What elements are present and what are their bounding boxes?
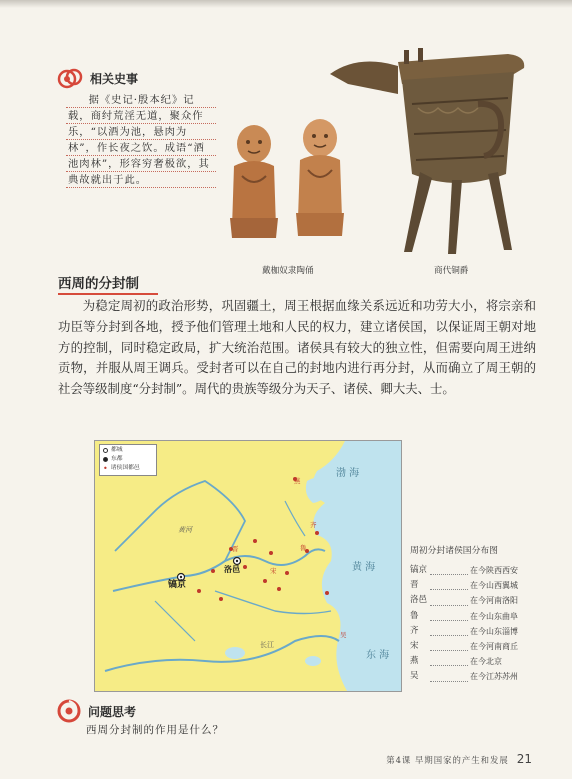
map-label-lu: 鲁: [300, 544, 307, 552]
map-label-qi: 齐: [310, 521, 317, 529]
east-capital-symbol-icon: [103, 457, 108, 462]
swirl-icon: [56, 64, 84, 92]
dotted-rule: [66, 123, 216, 124]
fief-dot-icon: •: [103, 464, 108, 473]
question-heading: [56, 698, 136, 724]
fief-row: 吴 在今江苏苏州: [410, 671, 518, 682]
map-label-huanghai: 黄 海: [352, 562, 376, 573]
dotted-rule: [66, 107, 216, 108]
dotted-rule: [66, 155, 216, 156]
capital-symbol-icon: [103, 448, 108, 453]
fief-row: 齐 在今山东淄博: [410, 625, 518, 636]
fief-row: 晋 在今山西翼城: [410, 580, 518, 591]
dotted-rule: [66, 171, 216, 172]
fief-location-list: [410, 563, 530, 685]
map-label-yan: 燕: [294, 477, 301, 485]
page-number: 21: [516, 752, 532, 766]
jue-caption: 商代铜爵: [434, 266, 469, 276]
dotted-rule: [66, 187, 216, 188]
map-label-haojing: 镐京: [168, 580, 187, 590]
related-history-heading: [56, 64, 138, 92]
figurines-caption: 戴枷奴隶陶俑: [262, 266, 314, 276]
question-text: 西周分封制的作用是什么？: [86, 724, 224, 736]
fief-row: 鲁 在今山东曲阜: [410, 610, 518, 621]
map-title: 周初分封诸侯国分布图: [410, 546, 498, 556]
fief-row: 镐京 在今陕西西安: [410, 565, 518, 575]
map-label-bohai: 渤 海: [336, 468, 360, 479]
question-swirl-icon: [56, 698, 82, 724]
map-label-jin: 晋: [232, 545, 239, 553]
map-label-song: 宋: [270, 567, 277, 575]
map-label-wu: 吴: [340, 631, 347, 639]
dotted-rule: [66, 139, 216, 140]
scan-shadow: [0, 0, 572, 8]
heading-underline: [58, 293, 158, 295]
map-legend: 都城 东都 • 诸侯国都邑: [99, 444, 157, 476]
map-label-luoyi: 洛邑: [224, 565, 240, 574]
map-label-changjiang: 长江: [260, 641, 274, 649]
fief-row: 燕 在今北京: [410, 656, 502, 667]
page-footer: [386, 752, 532, 766]
map-label-donghai: 东 海: [366, 650, 390, 661]
lesson-label: 第4课 早期国家的产生和发展: [386, 755, 509, 765]
related-history-text: 据《史记·殷本纪》记载，商纣荒淫无道，聚众作乐，“以酒为池，悬肉为林”，作长夜之饮。成语“酒池肉林”，形容穷奢极欲，其典故就出于此。: [68, 94, 210, 186]
related-history-title: 相关史事: [90, 71, 139, 86]
section-heading: 西周的分封制: [58, 276, 139, 292]
map-label-huanghe: 黄河: [178, 526, 192, 534]
section-body: 为稳定周初的政治形势，巩固疆土，周王根据血缘关系远近和功劳大小，将宗亲和功臣等分封到各地，授予他们管理土地和人民的权力，建立诸侯国，以保证周王朝对地方的控制，同时稳定政局，扩大统治范围。诸侯具有较大的独立性，但需要向周王进纳贡物，并服从周王调兵。受封者可以在自己的封地内进行再分封，从而确立了周王朝的社会等级制度“分封制”。周代的贵族等级分为天子、诸侯、卿大夫、士。: [58, 298, 536, 397]
fief-row: 洛邑 在今河南洛阳: [410, 595, 518, 606]
question-title: 问题思考: [88, 704, 137, 719]
bronze-jue-image: [328, 44, 532, 256]
fief-row: 宋 在今河南商丘: [410, 641, 518, 652]
